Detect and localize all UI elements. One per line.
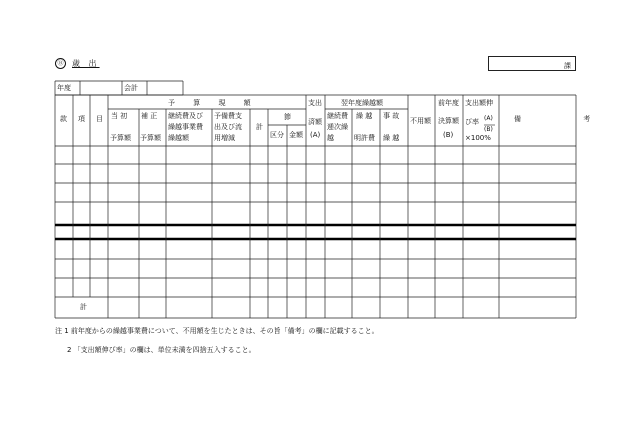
total-row-label: 計 bbox=[80, 303, 87, 311]
col-carry-3: 繰越額 bbox=[168, 134, 189, 142]
col-prev-1: 前年度 bbox=[438, 99, 459, 107]
col-rate-2: び率 bbox=[465, 118, 479, 126]
col-reserve-3: 用増減 bbox=[214, 134, 235, 142]
col-total: 計 bbox=[256, 123, 263, 131]
col-rate-3: ×100% bbox=[465, 134, 491, 142]
col-prev-2: 決算額 bbox=[438, 117, 459, 125]
col-kou: 項 bbox=[78, 115, 85, 123]
col-initial-1: 当 初 bbox=[111, 112, 128, 120]
col-rate-frac-top: (A) bbox=[484, 115, 493, 122]
col-next-cont-1: 継続費 bbox=[327, 112, 348, 120]
col-carry-2: 繰越事業費 bbox=[168, 123, 203, 131]
col-expend-1: 支出 bbox=[308, 99, 322, 107]
col-rate-1: 支出額伸 bbox=[465, 99, 493, 107]
col-unused: 不用額 bbox=[410, 117, 431, 125]
col-rate-frac-bottom: (B) bbox=[484, 126, 493, 133]
col-expend-2: 済額 bbox=[308, 118, 322, 126]
note-1: 注 1 前年度からの繰越事業費について、不用額を生じたときは、その旨「備考」の欄に記載すること。 bbox=[55, 327, 379, 335]
col-moku: 目 bbox=[96, 115, 103, 123]
col-next-accident-2: 繰 越 bbox=[383, 134, 400, 142]
note-2: 2 「支出額伸び率」の欄は、単位未満を四捨五入すること。 bbox=[67, 346, 256, 354]
col-reserve-1: 予備費支 bbox=[214, 112, 242, 120]
col-next-clear-2: 明許費 bbox=[354, 134, 375, 142]
col-supp-2: 予算額 bbox=[140, 134, 161, 142]
col-budget-group: 予 算 現 額 bbox=[168, 99, 259, 107]
col-next-accident-1: 事 故 bbox=[383, 112, 400, 120]
department-label: 課 bbox=[564, 62, 571, 70]
account-label: 会計 bbox=[124, 84, 138, 92]
col-next-group: 翌年度繰越額 bbox=[341, 99, 383, 107]
year-label: 年度 bbox=[57, 84, 71, 92]
section-mark: Ⓑ bbox=[55, 58, 66, 69]
col-initial-2: 予算額 bbox=[110, 134, 131, 142]
section-title: 歳 出 bbox=[72, 59, 100, 68]
col-supp-1: 補 正 bbox=[141, 112, 158, 120]
col-setsu: 節 bbox=[284, 113, 291, 121]
col-kubun: 区分 bbox=[270, 131, 284, 139]
col-expend-3: (A) bbox=[310, 131, 321, 139]
col-next-cont-2: 逓次繰 bbox=[327, 123, 348, 131]
col-prev-3: (B) bbox=[443, 131, 454, 139]
col-carry-1: 継続費及び bbox=[168, 112, 203, 120]
col-next-clear-1: 繰 越 bbox=[356, 112, 373, 120]
col-kan: 款 bbox=[60, 115, 67, 123]
col-remarks: 備 考 bbox=[514, 115, 621, 123]
col-next-cont-3: 越 bbox=[327, 134, 334, 142]
col-reserve-2: 出及び流 bbox=[214, 123, 242, 131]
col-amount: 金額 bbox=[289, 131, 303, 139]
